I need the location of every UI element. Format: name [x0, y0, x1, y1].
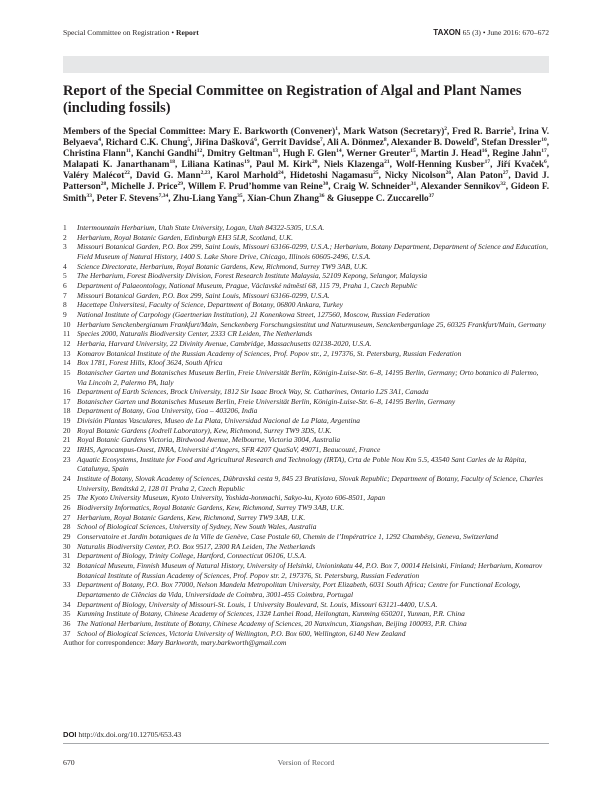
doi-label: DOI: [63, 730, 77, 739]
affiliation-item: [63, 551, 549, 561]
affiliation-number: 16: [63, 387, 71, 397]
affiliation-text: Department of Botany, P.O. Box 77000, Nelson Mandela Metropolitan University, Port Elizabeth, 6031 South Africa; Centre for Functional Ecology, Departamento de Ciências da Vida, Universidade de Coimbra, 3001-455 Coimbra, Portugal: [77, 580, 521, 599]
affiliation-item: [63, 522, 549, 532]
affiliation-item: [63, 339, 549, 349]
affiliation-number: 12: [63, 338, 71, 348]
affiliation-text: División Plantas Vasculares, Museo de La Plata, Universidad Nacional de La Plata, Argentina: [77, 416, 360, 426]
affiliation-item: [63, 416, 549, 426]
affiliation-number: 4: [63, 261, 67, 271]
footer-rule: [63, 743, 549, 744]
affiliation-number: 19: [63, 416, 71, 426]
member-affiliation-ref: 33: [86, 192, 92, 199]
member-affiliation-ref: 29: [177, 181, 183, 188]
member-name: Xian-Chun Zhang: [247, 192, 319, 203]
member-affiliation-ref: 36: [318, 192, 325, 199]
affiliation-item: [63, 580, 549, 599]
affiliation-number: 29: [63, 532, 71, 541]
affiliation-item: [63, 609, 549, 619]
member-name: Alan Paton: [456, 170, 503, 181]
member-name: Gerrit Davidse: [261, 137, 321, 148]
member-affiliation-ref: 19: [244, 159, 250, 166]
affiliation-number: 20: [63, 425, 71, 435]
member-affiliation-ref: 17: [541, 148, 547, 155]
affiliation-text: Herbarium Senckenbergianum Frankfurt/Main, Senckenberg Forschungsinstitut und Naturmuseum, Senckenberganlage 25, 60325 Frankfurt/Main, Germany: [77, 319, 546, 329]
affiliation-text: Royal Botanic Gardens Victoria, Birdwood Avenue, Melbourne, Victoria 3004, Australia: [77, 435, 341, 445]
member-affiliation-ref: 12: [196, 148, 203, 155]
affiliation-number: 35: [63, 609, 71, 619]
affiliation-number: 3: [63, 242, 67, 252]
member-name: Alexander B. Doweld: [390, 137, 475, 148]
member-name: Giuseppe C. Zuccarello: [336, 192, 429, 203]
affiliation-item: [63, 223, 549, 233]
member-affiliation-ref: 35: [237, 192, 243, 199]
citation: 65 (3) • June 2016: 670–672: [462, 28, 549, 37]
affiliation-text: The Herbarium, Forest Biodiversity Division, Forest Research Institute Malaysia, 52109 Kepong, Selangor, Malaysia: [77, 271, 428, 281]
affiliation-item: [63, 242, 549, 261]
affiliation-number: 24: [63, 474, 71, 484]
version-of-record: Version of Record: [277, 758, 335, 767]
affiliation-item: [63, 262, 549, 272]
member-affiliation-ref: 18: [169, 159, 175, 166]
member-name: Michelle J. Price: [111, 181, 178, 192]
affiliation-item: [63, 561, 549, 580]
page-number: 670: [63, 758, 75, 767]
affiliation-number: 26: [63, 503, 71, 513]
affiliation-item: [63, 387, 549, 397]
affiliation-number: 37: [63, 628, 71, 638]
member-name: Ali A. Dönmez: [326, 137, 384, 148]
member-affiliation-ref: 9: [474, 137, 477, 144]
member-affiliation-ref: 7,34: [158, 192, 169, 199]
affiliation-item: [63, 368, 549, 387]
member-name: Hidetoshi Nagamasu: [289, 170, 374, 181]
member-name: Jiří Kvaček: [496, 159, 544, 170]
affiliation-text: Biodiversity Informatics, Royal Botanic Gardens, Kew, Richmond, Surrey TW9 3AB, U.K.: [77, 503, 345, 513]
member-name: Nicky Nicolson: [384, 170, 446, 181]
member-affiliation-ref: 37: [428, 192, 435, 199]
member-name: Zhu-Liang Yang: [172, 192, 238, 203]
member-affiliation-ref: 8: [383, 137, 387, 144]
affiliation-item: [63, 455, 549, 474]
affiliation-number: 28: [63, 522, 71, 532]
affiliation-number: 14: [63, 358, 71, 368]
affiliation-item: [63, 493, 549, 503]
member-name: Willem F. Prud’homme van Reine: [187, 181, 323, 192]
member-affiliation-ref: 15: [410, 148, 416, 155]
affiliation-text: Herbaria, Harvard University, 22 Divinity Avenue, Cambridge, Massachusetts 02138-2020, U.S.A.: [77, 338, 372, 348]
member-affiliation-ref: 28: [100, 181, 107, 188]
affiliation-item: [63, 271, 549, 281]
affiliation-text: Herbarium, Royal Botanic Garden, Edinburgh EH3 5LR, Scotland, U.K.: [77, 232, 293, 242]
member-name: Paul M. Kirk: [256, 159, 312, 170]
member-name: Hugh F. Glen: [282, 148, 337, 159]
member-affiliation-ref: 14: [336, 148, 342, 155]
member-affiliation-ref: 31: [410, 181, 417, 188]
affiliations: [63, 223, 549, 648]
correspondence: Author for correspondence: Mary Barkworth, mary.barkworth@gmail.com: [63, 638, 287, 648]
affiliation-number: 27: [63, 512, 71, 522]
affiliation-text: Komarov Botanical Institute of the Russian Academy of Sciences, Prof. Popov str., 2, 197376, St. Petersburg, Russian Federation: [77, 348, 462, 358]
member-affiliation-ref: 16: [481, 148, 488, 155]
affiliation-item: [63, 435, 549, 445]
affiliation-item: [63, 329, 549, 339]
affiliation-number: 11: [63, 329, 71, 339]
affiliation-number: 7: [63, 290, 67, 300]
members-lead: Members of the Special Committee:: [63, 126, 206, 136]
affiliation-text: Herbarium, Royal Botanic Gardens, Kew, Richmond, Surrey TW9 3AB, U.K.: [77, 512, 306, 522]
member-affiliation-ref: 11: [125, 148, 132, 155]
member-affiliation-ref: 25: [373, 170, 379, 177]
member-name: Richard C.K. Chung: [105, 137, 188, 148]
member-affiliation-ref: 20: [311, 159, 318, 166]
affiliation-text: Department of Biology, University of Missouri-St. Louis, 1 University Boulevard, St. Louis, Missouri 63121-4400, U.S.A.: [77, 599, 438, 609]
member-affiliation-ref: 2: [444, 125, 448, 132]
journal-name: TAXON: [433, 28, 461, 37]
affiliation-item: [63, 532, 549, 542]
member-name: Jiřina Dašková: [194, 137, 255, 148]
member-affiliation-ref: 2,23: [200, 170, 211, 177]
affiliation-item: [63, 310, 549, 320]
affiliation-item: [63, 358, 549, 368]
member-name: Karol Marhold: [216, 170, 279, 181]
affiliation-item: [63, 629, 549, 639]
correspondence-contact: Mary Barkworth, mary.barkworth@gmail.com: [147, 638, 287, 648]
member-name: Liliana Katinas: [181, 159, 245, 170]
affiliation-number: 17: [63, 396, 71, 406]
affiliation-text: Royal Botanic Gardens (Jodrell Laboratory), Kew, Richmond, Surrey TW9 3DS, U.K.: [77, 425, 332, 435]
member-name: Kanchi Gandhi: [135, 148, 197, 159]
affiliation-number: 36: [63, 618, 71, 628]
affiliation-text: Department of Biology, Trinity College, Hartford, Connecticut 06106, U.S.A.: [77, 551, 307, 561]
member-name: David G. Mann: [136, 170, 201, 181]
affiliation-number: 15: [63, 367, 71, 377]
member-name: Niels Klazenga: [323, 159, 385, 170]
member-name: Valéry Malécot: [63, 170, 125, 181]
member-name: Mark Watson (Secretary): [343, 126, 445, 136]
affiliation-text: Hacettepe Üniversitesi, Faculty of Science, Department of Botany, 06800 Ankara, Turkey: [77, 300, 343, 310]
running-head: [63, 28, 549, 40]
member-name: Fred R. Barrie: [452, 126, 511, 136]
affiliation-number: 22: [63, 445, 71, 455]
member-affiliation-ref: 24: [278, 170, 284, 177]
member-affiliation-ref: 21: [384, 159, 390, 166]
member-affiliation-ref: 30: [322, 181, 329, 188]
member-name: Irina V. Belyaeva: [63, 126, 550, 148]
affiliation-text: Missouri Botanical Garden, P.O. Box 299, Saint Louis, Missouri 63166-0299, U.S.A.; Herbarium, Botany Department, Department of Science and Education, Field Museum of Natural History, 1400 S. Lake Shore Drive, Chicago, Illinois 60605-2496, U.S.A.: [77, 242, 548, 261]
affiliation-number: 21: [63, 435, 71, 445]
affiliation-text: National Institute of Carpology (Gaertnerian Institution), 21 Konenkowa Street, 127560, Moscow, Russian Federation: [77, 309, 430, 319]
affiliation-item: [63, 542, 549, 552]
affiliation-number: 23: [63, 454, 71, 464]
running-head-right: [433, 28, 549, 37]
member-affiliation-ref: 13: [272, 148, 279, 155]
affiliation-number: 6: [63, 280, 67, 290]
affiliation-item: [63, 426, 549, 436]
affiliation-item: [63, 397, 549, 407]
member-name: Craig W. Schneider: [333, 181, 411, 192]
affiliation-text: School of Biological Sciences, Victoria University of Wellington, P.O. Box 600, Wellington, 6140 New Zealand: [77, 628, 406, 638]
member-affiliation-ref: 6: [543, 159, 547, 166]
affiliation-text: Department of Palaeontology, National Museum, Prague, Václavské náměstí 68, 115 79, Praha 1, Czech Republic: [77, 280, 418, 290]
member-name: Regine Jahn: [492, 148, 542, 159]
affiliation-number: 33: [63, 580, 71, 590]
member-affiliation-ref: 1: [335, 125, 338, 132]
affiliation-item: [63, 291, 549, 301]
running-head-left: Special Committee on Registration • Report: [63, 28, 199, 37]
affiliation-item: [63, 300, 549, 310]
member-name: Wolf-Henning Kusber: [395, 159, 485, 170]
affiliation-text: The National Herbarium, Institute of Botany, Chinese Academy of Sciences, 20 Nanxincun, Xiangshan, Beijing 100093, P.R. China: [77, 618, 467, 628]
affiliation-number: 10: [63, 319, 71, 329]
member-name: Peter F. Stevens: [96, 192, 159, 203]
affiliation-text: Intermountain Herbarium, Utah State University, Logan, Utah 84322-5305, U.S.A.: [77, 223, 325, 232]
member-affiliation-ref: 3: [510, 125, 514, 132]
doi-link[interactable]: http://dx.doi.org/10.12705/653.43: [78, 730, 182, 739]
affiliation-number: 5: [63, 271, 67, 281]
affiliation-item: [63, 406, 549, 416]
affiliation-text: Species 2000, Naturalis Biodiversity Center, 2333 CR Leiden, The Netherlands: [77, 329, 313, 339]
member-name: Dmitry Geltman: [207, 148, 273, 159]
committee-members: [63, 126, 549, 204]
member-name: Stefan Dressler: [481, 137, 542, 148]
member-affiliation-ref: 4: [98, 137, 101, 144]
member-name: Martin J. Head: [420, 148, 482, 159]
affiliation-number: 9: [63, 309, 67, 319]
affiliation-number: 30: [63, 541, 71, 551]
affiliation-number: 1: [63, 223, 67, 232]
member-name: Malapati K. Janarthanam: [63, 159, 170, 170]
affiliation-number: 32: [63, 560, 71, 570]
affiliation-item: [63, 513, 549, 523]
member-name: Alexander Sennikov: [420, 181, 501, 192]
member-name: David J. Patterson: [63, 170, 550, 192]
affiliation-text: The Kyoto University Museum, Kyoto University, Yoshida-honmachi, Sakyo-ku, Kyoto 606-8501, Japan: [77, 493, 386, 503]
member-affiliation-ref: 5: [187, 137, 191, 144]
affiliation-list: [63, 223, 549, 638]
affiliation-text: IRHS, Agrocampus-Ouest, INRA, Université d’Angers, SFR 4207 QuaSaV, 49071, Beaucouzé, France: [77, 445, 381, 455]
member-affiliation-ref: 26: [445, 170, 452, 177]
affiliation-text: Kunming Institute of Botany, Chinese Academy of Sciences, 132# Lanhei Road, Heilongtan, Kunming 650201, Yunnan, P.R. China: [77, 609, 465, 619]
affiliation-text: Botanischer Garten und Botanisches Museum Berlin, Freie Universität Berlin, Königin-Luise-Str. 6–8, 14195 Berlin, Germany: [77, 396, 456, 406]
member-affiliation-ref: 22: [124, 170, 130, 177]
member-affiliation-ref: 10: [541, 137, 547, 144]
affiliation-item: [63, 503, 549, 513]
affiliation-number: 18: [63, 406, 71, 416]
affiliation-number: 8: [63, 300, 67, 310]
affiliation-item: [63, 619, 549, 629]
affiliation-text: Science Directorate, Herbarium, Royal Botanic Gardens, Kew, Richmond, Surrey TW9 3AB, U.K.: [77, 261, 368, 271]
affiliation-text: Missouri Botanical Garden, P.O. Box 299, Saint Louis, Missouri 63166-0299, U.S.A.: [77, 290, 330, 300]
member-affiliation-ref: 17: [484, 159, 491, 166]
affiliation-number: 25: [63, 493, 71, 503]
article-title: Report of the Special Committee on Registration of Algal and Plant Names (including fossils): [63, 83, 522, 116]
affiliation-number: 31: [63, 551, 71, 561]
affiliation-text: Conservatoire et Jardin botaniques de la Ville de Genève, Case Postale 60, Chemin de l’Impératrice 1, 1292 Chambésy, Geneva, Switzerland: [77, 532, 499, 541]
affiliation-text: Aquatic Ecosystems, Institute for Food and Agricultural Research and Technology (IRTA), Crta de Poble Nou Km 5.5, 43540 Sant Carles de la Ràpita, Catalunya, Spain: [77, 454, 527, 474]
affiliation-item: [63, 445, 549, 455]
member-name: Mary E. Barkworth (Convener): [208, 126, 336, 136]
doi-line: [63, 730, 181, 739]
affiliation-text: School of Biological Sciences, University of Sydney, New South Wales, Australia: [77, 522, 317, 532]
affiliation-text: Department of Botany, Goa University, Goa – 403206, India: [77, 406, 258, 416]
affiliation-item: [63, 600, 549, 610]
affiliation-item: [63, 233, 549, 243]
affiliation-item: [63, 349, 549, 359]
member-name: Gideon F. Smith: [63, 181, 549, 203]
affiliation-number: 2: [63, 232, 67, 242]
affiliation-item: [63, 320, 549, 330]
member-list: Mary E. Barkworth (Convener)$^1$, Mark Watson (Secretary)$^2$, Fred R. Barrie$^3$, Irina V. Belyaeva$^4$, Richard C.K. Chung$^5$, Jiřina Dašková$^6$, Gerrit Davidse$^7$, Ali A. Dönmez$^8$, Alexander B. Doweld$^9$, Stefan Dressler$^{10}$, Christina Flann$^{11}$, Kanchi Gandhi$^{12}$, Dmitry Geltman$^{13}$, Hugh F. Glen$^{14}$, Werner Greuter$^{15}$, Martin J. Head$^{16}$, Regine Jahn$^{17}$, Malapati K. Janarthanam$^{18}$, Liliana Katinas$^{19}$, Paul M. Kirk$^{20}$, Niels Klazenga$^{21}$, Wolf-Henning Kusber$^{17}$, Jiří Kvaček$^6$, Valéry Malécot$^{22}$, David G. Mann$^{2,23}$, Karol Marhold$^{24}$, Hidetoshi Nagamasu$^{25}$, Nicky Nicolson$^{26}$, Alan Paton$^{27}$, David J. Patterson$^{28}$, Michelle J. Price$^{29}$, Willem F. Prud’homme van Reine$^{30}$, Craig W. Schneider$^{31}$, Alexander Sennikov$^{32}$, Gideon F. Smith$^{33}$, Peter F. Stevens$^{7,34}$, Zhu-Liang Yang$^{35}$, Xian-Chun Zhang$^{36}$ & Giuseppe C. Zuccarello$^{37}$: [63, 125, 550, 203]
affiliation-item: [63, 474, 549, 493]
member-name: Christina Flann: [63, 148, 126, 159]
member-affiliation-ref: 7: [320, 137, 323, 144]
member-affiliation-ref: 6: [254, 137, 257, 144]
member-affiliation-ref: 32: [500, 181, 506, 188]
member-name: Werner Greuter: [346, 148, 411, 159]
affiliation-item: [63, 281, 549, 291]
affiliation-number: 13: [63, 348, 71, 358]
affiliation-text: Botanischer Garten und Botanisches Museum Berlin, Freie Universität Berlin, Königin-Luise-Str. 6–8, 14195 Berlin, Germany; Orto botanico di Palermo, Via Lincoln 2, Palermo PA, Italy: [77, 367, 539, 387]
affiliation-number: 34: [63, 599, 71, 609]
affiliation-text: Department of Earth Sciences, Brock University, 1812 Sir Isaac Brock Way, St. Catharines, Ontario L2S 3A1, Canada: [77, 387, 429, 397]
affiliation-text: Box 1781, Forest Hills, Kloof 3624, South Africa: [77, 358, 223, 368]
member-affiliation-ref: 27: [502, 170, 509, 177]
affiliation-text: Institute of Botany, Slovak Academy of Sciences, Dúbravská cesta 9, 845 23 Bratislava, Slovak Republic; Department of Botany, Faculty of Science, Charles University, Benátská 2, 128 01 Praha 2, Czech Republic: [77, 474, 544, 493]
header-band: [63, 56, 549, 73]
page-footer: [63, 758, 549, 770]
affiliation-text: Botanical Museum, Finnish Museum of Natural History, University of Helsinki, Unioninkatu 44, P.O. Box 7, 00014 Helsinki, Finland; Herbarium, Komarov Botanical Institute of Russian Academy of Sciences, Prof. Popov str. 2, 197376, St. Petersburg, Russian Federation: [77, 560, 543, 580]
affiliation-text: Naturalis Biodiversity Center, P.O. Box 9517, 2300 RA Leiden, The Netherlands: [77, 541, 316, 551]
